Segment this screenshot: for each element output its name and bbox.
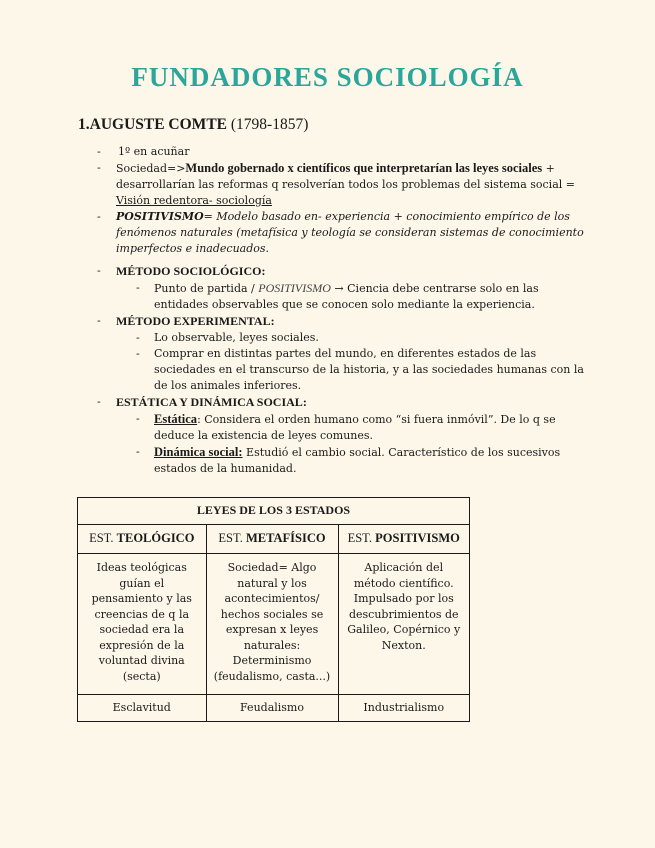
table-caption: LEYES DE LOS 3 ESTADOS bbox=[78, 498, 470, 525]
table-cell: Esclavitud bbox=[78, 695, 207, 722]
dinamica-term: Dinámica social: bbox=[154, 445, 243, 459]
positivismo-term: POSITIVISMO bbox=[116, 210, 204, 223]
bullet-list bbox=[116, 144, 586, 477]
metodo-sociologico-heading: MÉTODO SOCIOLÓGICO: bbox=[116, 264, 266, 278]
list-item bbox=[116, 144, 586, 160]
table-footer-row bbox=[78, 695, 470, 722]
sub-list bbox=[116, 411, 586, 477]
header-positivismo bbox=[338, 525, 470, 554]
table-cell: Sociedad= Algo natural y los acontecimientos/ hechos sociales se expresan x leyes naturales: Determinismo (feudalismo, casta...) bbox=[206, 554, 338, 695]
table-cell: Aplicación del método científico. Impulsado por los descubrimientos de Galileo, Copérnico y Nexton. bbox=[338, 554, 470, 695]
sub-list bbox=[116, 280, 586, 313]
sub-list-item bbox=[154, 444, 586, 477]
sub-list-item bbox=[154, 280, 586, 313]
bullet-text: Comprar en distintas partes del mundo, en diferentes estados de las sociedades en el transcurso de la historia, y a las sociedades humanas con la de los animales inferiores. bbox=[154, 347, 584, 392]
table-header-row bbox=[78, 525, 470, 554]
bullet-text: Lo observable, leyes sociales. bbox=[154, 331, 319, 344]
table-row bbox=[78, 554, 470, 695]
list-item bbox=[116, 263, 586, 313]
positivismo-italic: POSITIVISMO bbox=[258, 281, 331, 295]
estatica-term: Estática bbox=[154, 412, 198, 426]
bullet-text: + desarrollarían las reformas q resolverían todos los problemas del sistema social = bbox=[116, 162, 575, 191]
list-item bbox=[116, 160, 586, 209]
metodo-experimental-heading: MÉTODO EXPERIMENTAL: bbox=[116, 314, 275, 328]
table-cell: Industrialismo bbox=[338, 695, 470, 722]
table-cell: Ideas teológicas guían el pensamiento y las creencias de q la sociedad era la expresión de la voluntad divina (secta) bbox=[78, 554, 207, 695]
list-item bbox=[116, 313, 586, 394]
bullet-text: → Ciencia debe centrarse solo en las entidades observables que se conocen solo mediante la experiencia. bbox=[154, 282, 539, 311]
sub-list-item bbox=[154, 346, 586, 394]
bullet-text: = Modelo basado en- experiencia + conocimiento empírico de los fenómenos naturales (metafísica y teología se consideran sistemas de conocimiento imperfectos e inadecuados. bbox=[116, 210, 584, 255]
tres-estados-table bbox=[77, 497, 470, 722]
bullet-text: : Considera el orden humano como “si fuera inmóvil”. De lo q se deduce la existencia de leyes comunes. bbox=[154, 413, 556, 442]
section-name: 1.AUGUSTE COMTE bbox=[78, 116, 227, 133]
header-prefix: EST. bbox=[218, 531, 246, 546]
bullet-bold: Mundo gobernado x científicos que interpretarían las leyes sociales bbox=[185, 161, 543, 175]
header-teologico bbox=[78, 525, 207, 554]
header-prefix: EST. bbox=[89, 531, 117, 546]
section-years: (1798-1857) bbox=[230, 116, 309, 133]
header-name: POSITIVISMO bbox=[375, 531, 460, 546]
header-name: METAFÍSICO bbox=[245, 531, 326, 546]
bullet-text: 1º en acuñar bbox=[118, 145, 190, 158]
sub-list-item bbox=[154, 411, 586, 444]
bullet-text: Sociedad=> bbox=[116, 162, 186, 175]
list-item bbox=[116, 394, 586, 477]
vision-redentora-text: Visión redentora- sociología bbox=[116, 194, 272, 207]
header-metafisico bbox=[206, 525, 338, 554]
header-prefix: EST. bbox=[347, 531, 376, 546]
table-cell: Feudalismo bbox=[206, 695, 338, 722]
sub-list bbox=[116, 330, 586, 394]
bullet-text: Estudió el cambio social. Característico de los sucesivos estados de la humanidad. bbox=[154, 446, 561, 475]
sub-list-item bbox=[154, 330, 586, 346]
page-title: FUNDADORES SOCIOLOGÍA bbox=[131, 62, 524, 92]
bullet-text: Punto de partida / bbox=[154, 282, 259, 295]
estatica-dinamica-heading: ESTÁTICA Y DINÁMICA SOCIAL: bbox=[116, 395, 307, 409]
section-heading bbox=[78, 116, 308, 134]
list-item bbox=[116, 209, 586, 257]
header-name: TEOLÓGICO bbox=[116, 531, 195, 546]
